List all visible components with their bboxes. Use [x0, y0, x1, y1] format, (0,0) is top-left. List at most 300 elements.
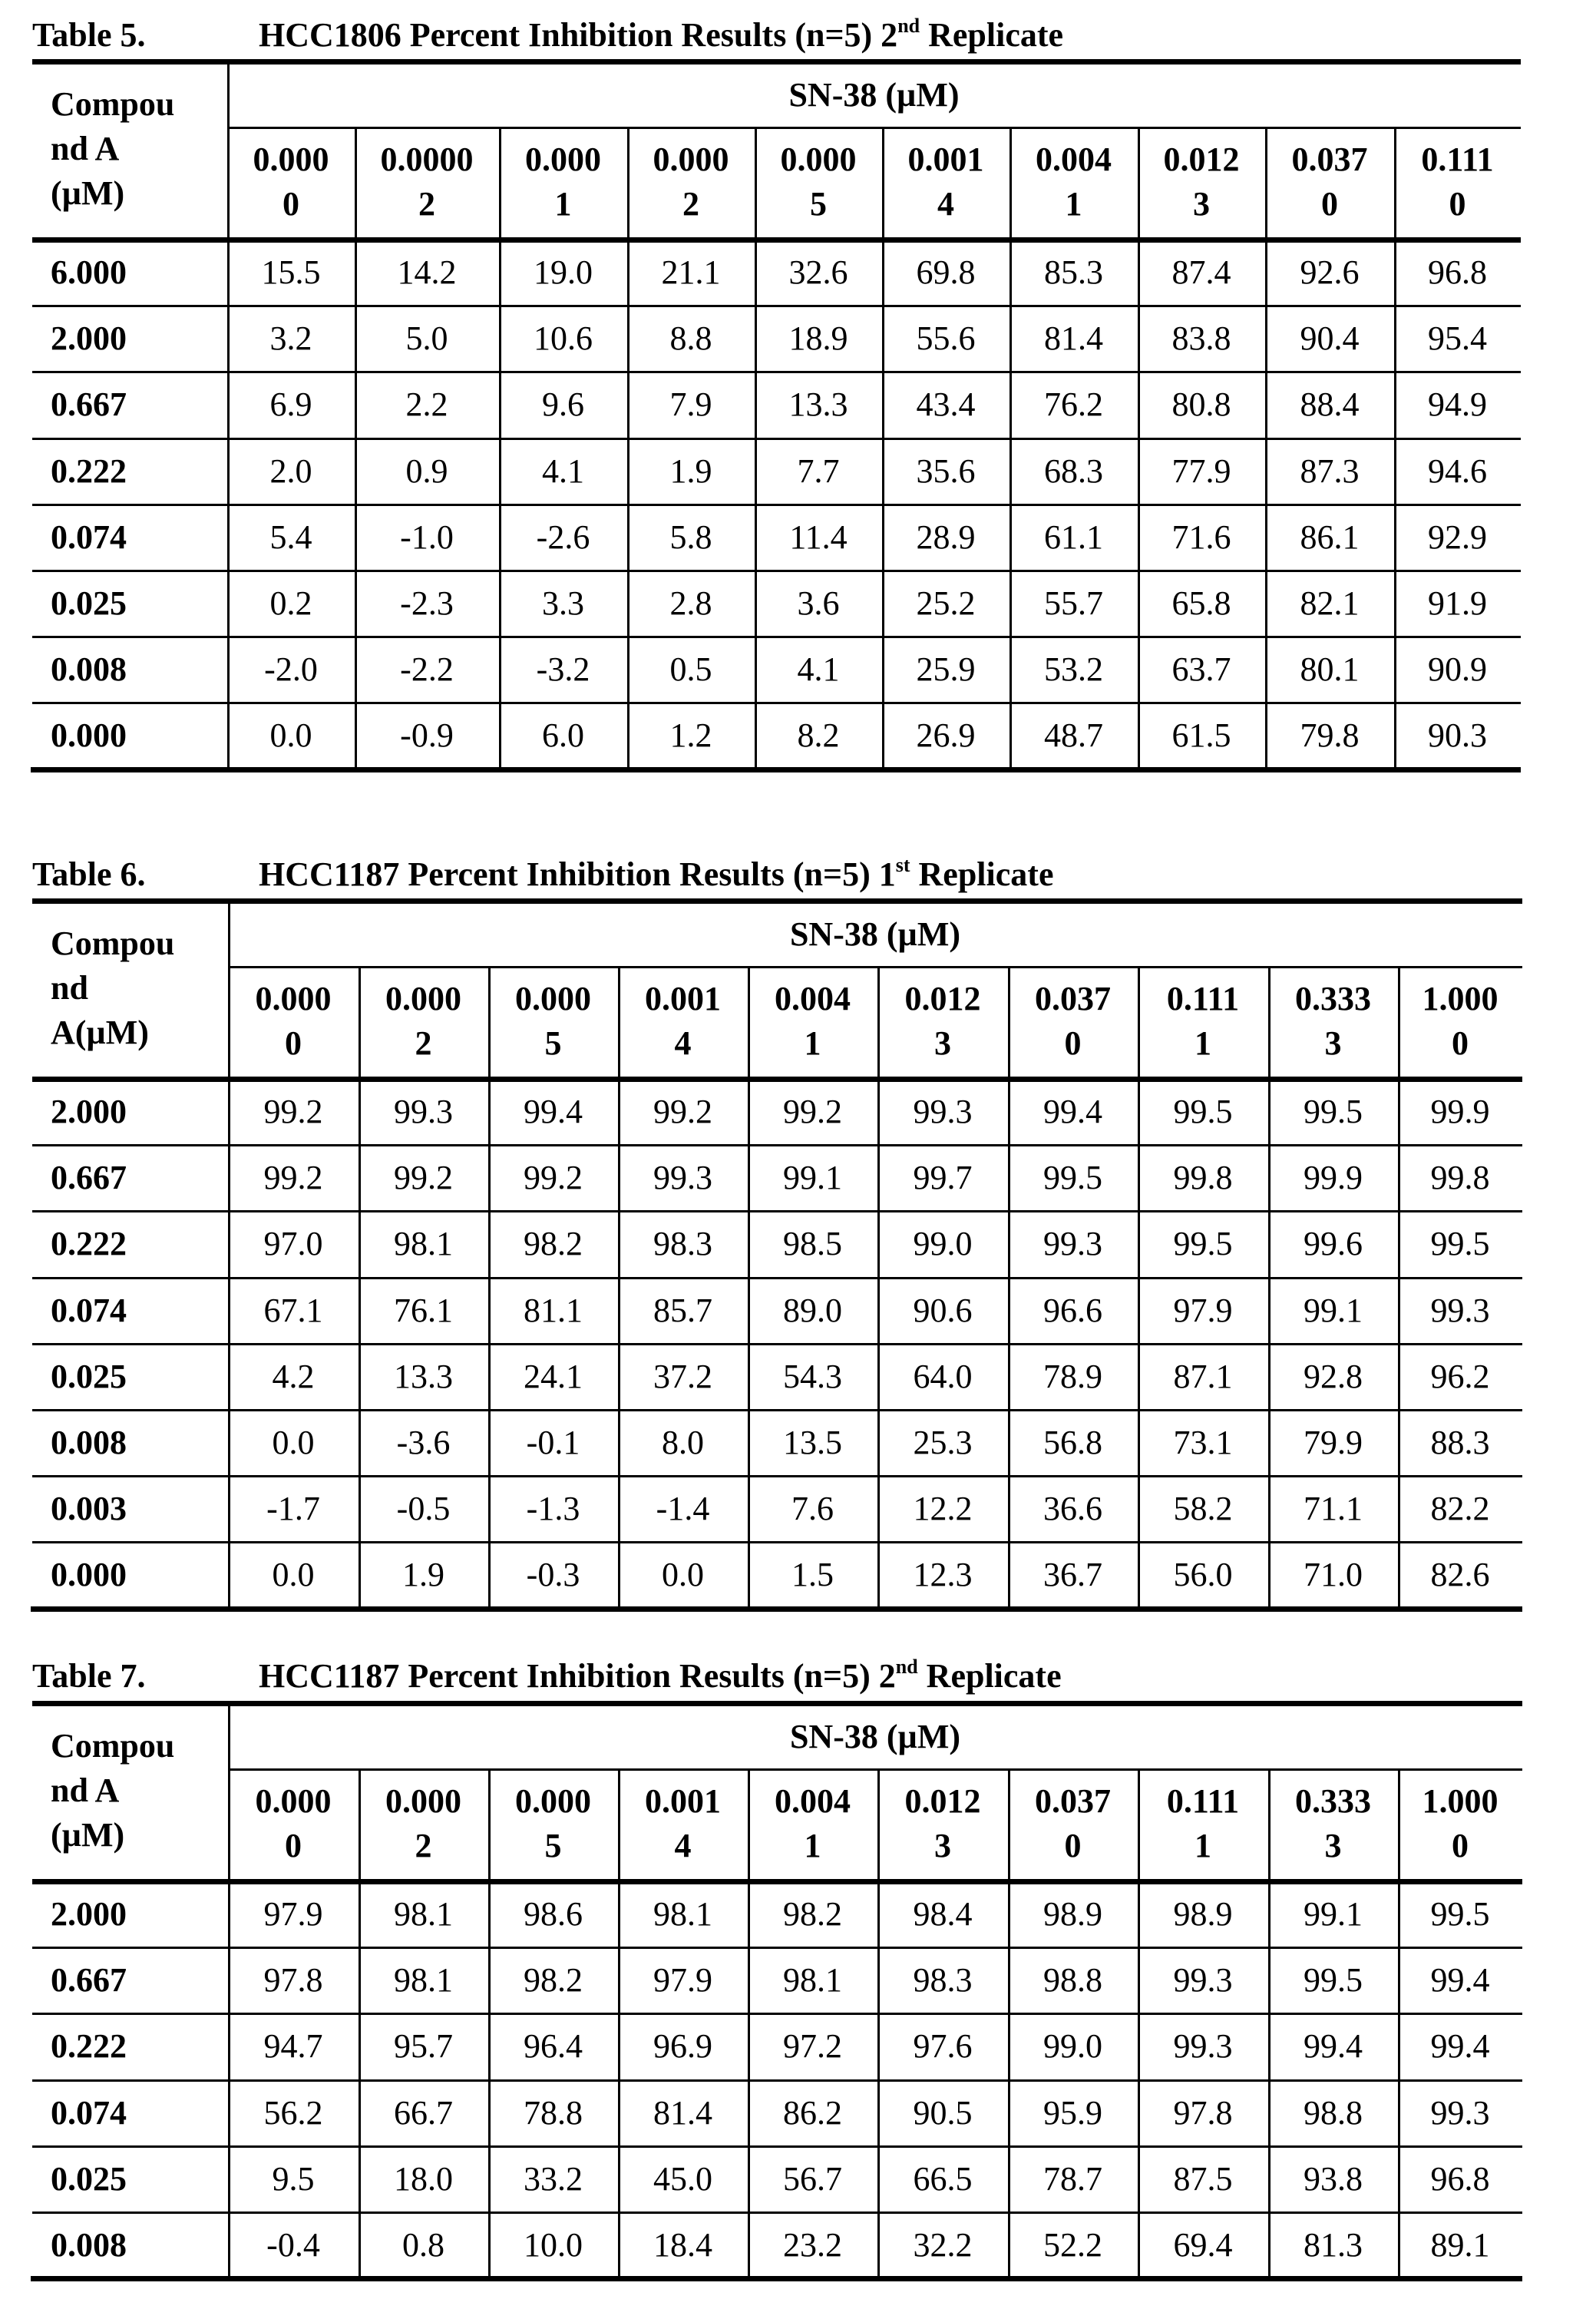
column-header [1138, 137, 1265, 227]
data-cell: 53.2 [1044, 650, 1103, 689]
data-cell: -0.4 [266, 2226, 320, 2264]
row-label: 0.222 [51, 1225, 127, 1263]
data-cell: 0.0 [272, 1424, 315, 1461]
row-label: 0.025 [51, 2159, 127, 2198]
data-cell: 76.1 [394, 1291, 453, 1329]
data-cell: 15.5 [261, 253, 321, 291]
data-cell: 35.6 [916, 452, 976, 490]
row-header-label [51, 921, 235, 1055]
column-header-line: 0.111 [1421, 141, 1494, 178]
column-header [359, 977, 488, 1066]
data-cell: 36.6 [1043, 1490, 1102, 1528]
row-label: 2.000 [51, 319, 127, 358]
data-cell: 28.9 [916, 518, 976, 556]
row-label: 0.008 [51, 650, 127, 689]
data-cell: 18.9 [788, 319, 848, 358]
data-cell: 98.1 [394, 1895, 453, 1933]
data-cell: 2.2 [405, 385, 448, 424]
data-cell: 14.2 [397, 253, 457, 291]
data-cell: 98.3 [653, 1225, 712, 1263]
column-header [359, 1779, 488, 1868]
data-cell: 83.8 [1171, 319, 1231, 358]
data-cell: 98.2 [524, 1225, 583, 1263]
row-header-line: nd A [51, 1772, 120, 1809]
column-header-line: 2 [682, 185, 699, 223]
data-cell: 87.3 [1300, 452, 1360, 490]
column-header-line: 2 [418, 185, 435, 223]
data-cell: 2.8 [669, 584, 712, 622]
data-cell: 97.0 [263, 1225, 323, 1263]
data-cell: 78.8 [524, 2093, 583, 2132]
data-cell: 5.4 [269, 518, 312, 556]
column-header-line: 1 [1195, 1024, 1211, 1062]
data-cell: 81.1 [524, 1291, 583, 1329]
data-cell: 81.4 [653, 2093, 712, 2132]
column-header-line: 1 [1065, 185, 1082, 223]
data-cell: -0.9 [400, 716, 454, 755]
data-cell: 96.2 [1430, 1357, 1490, 1395]
data-cell: 87.4 [1171, 253, 1231, 291]
data-cell: 18.0 [394, 2159, 453, 2198]
data-cell: 8.8 [669, 319, 712, 358]
column-header-line: 0.000 [255, 1782, 332, 1820]
table-title-superscript: nd [895, 1656, 918, 1678]
data-cell: 0.8 [402, 2226, 444, 2264]
data-cell: 98.1 [783, 1961, 842, 2000]
data-cell: 99.3 [653, 1159, 712, 1197]
table-title-tail: Replicate [910, 855, 1054, 893]
data-cell: 6.0 [542, 716, 584, 755]
column-header-line: 0 [1452, 1024, 1469, 1062]
data-cell: 0.0 [269, 716, 312, 755]
row-label: 0.222 [51, 452, 127, 490]
data-cell: 48.7 [1044, 716, 1103, 755]
data-cell: 80.8 [1171, 385, 1231, 424]
data-cell: 0.0 [662, 1556, 704, 1594]
data-cell: -1.7 [266, 1490, 320, 1528]
row-label: 0.000 [51, 716, 127, 755]
column-header-line: 3 [1193, 185, 1210, 223]
data-cell: 95.4 [1428, 319, 1487, 358]
data-cell: -2.2 [400, 650, 454, 689]
data-cell: 85.3 [1044, 253, 1103, 291]
data-cell: 81.3 [1304, 2226, 1363, 2264]
row-header-line: (µM) [51, 174, 125, 212]
data-cell: 96.4 [524, 2027, 583, 2066]
column-header-line: 0.000 [515, 1782, 591, 1820]
column-header [748, 977, 877, 1066]
data-cell: 73.1 [1173, 1424, 1233, 1461]
data-cell: 98.6 [524, 1895, 583, 1933]
data-cell: 99.7 [913, 1159, 973, 1197]
row-header-line: (µM) [51, 1816, 125, 1854]
data-cell: 97.9 [1173, 1291, 1233, 1329]
data-cell: 78.9 [1043, 1357, 1102, 1395]
column-header-line: 0.000 [780, 141, 857, 178]
data-cell: 98.8 [1043, 1961, 1102, 2000]
data-cell: 97.8 [263, 1961, 323, 2000]
row-label: 0.000 [51, 1556, 127, 1594]
column-header-line: 0.001 [645, 1782, 721, 1820]
data-cell: 7.7 [797, 452, 840, 490]
data-cell: -1.4 [656, 1490, 710, 1528]
row-header-line: Compou [51, 1727, 175, 1765]
data-cell: 98.3 [913, 1961, 973, 2000]
data-cell: 97.2 [783, 2027, 842, 2066]
data-cell: -3.2 [536, 650, 590, 689]
column-header-line: 0.000 [385, 980, 461, 1017]
data-cell: -1.3 [526, 1490, 580, 1528]
data-cell: 56.8 [1043, 1424, 1102, 1461]
data-cell: 99.9 [1430, 1093, 1490, 1130]
table-title-main: HCC1187 Percent Inhibition Results (n=5) 2 [259, 1657, 896, 1695]
column-header [227, 137, 355, 227]
column-header-line: 0.001 [907, 141, 984, 178]
data-cell: 94.6 [1428, 452, 1487, 490]
data-cell: 55.6 [916, 319, 976, 358]
data-cell: 98.1 [653, 1895, 712, 1933]
column-header-line: 0.000 [253, 141, 329, 178]
data-cell: 45.0 [653, 2159, 712, 2198]
data-cell: 68.3 [1044, 452, 1103, 490]
row-header-label [51, 1724, 235, 1858]
data-cell: 99.3 [1430, 1291, 1490, 1329]
column-header-line: 0.004 [1036, 141, 1112, 178]
column-header-line: 0.000 [255, 980, 332, 1017]
data-cell: 77.9 [1171, 452, 1231, 490]
column-header [1008, 1779, 1138, 1868]
data-cell: 63.7 [1171, 650, 1231, 689]
data-cell: 25.9 [916, 650, 976, 689]
data-cell: 90.4 [1300, 319, 1360, 358]
row-label: 0.222 [51, 2027, 127, 2066]
table-title-superscript: st [895, 854, 910, 876]
column-header-line: 0.004 [775, 1782, 851, 1820]
table-title [259, 14, 1063, 57]
data-cell: 99.2 [263, 1159, 323, 1197]
column-header-line: 0.000 [653, 141, 729, 178]
column-header-line: 2 [415, 1024, 432, 1062]
table-title-main: HCC1187 Percent Inhibition Results (n=5) 1 [259, 855, 896, 893]
data-cell: 10.0 [524, 2226, 583, 2264]
data-cell: 36.7 [1043, 1556, 1102, 1594]
row-label: 2.000 [51, 1895, 127, 1933]
data-cell: 61.5 [1171, 716, 1231, 755]
data-cell: 97.9 [653, 1961, 712, 2000]
data-cell: 6.9 [269, 385, 312, 424]
data-cell: 82.2 [1430, 1490, 1490, 1528]
data-cell: 92.6 [1300, 253, 1360, 291]
data-cell: 85.7 [653, 1291, 712, 1329]
table-number: Table 7. [32, 1657, 146, 1695]
table-caption [32, 14, 1491, 57]
data-cell: 80.1 [1300, 650, 1360, 689]
column-header [1394, 137, 1521, 227]
data-cell: 69.8 [916, 253, 976, 291]
row-label: 0.008 [51, 2226, 127, 2264]
data-cell: 4.2 [272, 1357, 315, 1395]
data-cell: 11.4 [789, 518, 848, 556]
column-group-label: SN-38 (µM) [789, 1718, 961, 1755]
column-header-line: 1 [1195, 1827, 1211, 1864]
data-cell: 99.6 [1304, 1225, 1363, 1263]
data-cell: 18.4 [653, 2226, 712, 2264]
data-cell: 71.6 [1171, 518, 1231, 556]
data-cell: 98.8 [1304, 2093, 1363, 2132]
column-header [1265, 137, 1394, 227]
data-cell: 56.0 [1173, 1556, 1233, 1594]
data-cell: 65.8 [1171, 584, 1231, 622]
row-label: 2.000 [51, 1093, 127, 1130]
data-cell: 99.3 [1043, 1225, 1102, 1263]
data-cell: 98.1 [394, 1225, 453, 1263]
column-header-line: 0.0000 [380, 141, 474, 178]
data-cell: 99.5 [1304, 1093, 1363, 1130]
data-cell: 33.2 [524, 2159, 583, 2198]
data-cell: 56.7 [783, 2159, 842, 2198]
data-cell: 4.1 [797, 650, 840, 689]
column-header-line: 0 [1321, 185, 1338, 223]
data-cell: 82.1 [1300, 584, 1360, 622]
column-header [618, 977, 748, 1066]
data-cell: 93.8 [1304, 2159, 1363, 2198]
column-header-line: 0 [285, 1024, 302, 1062]
data-cell: 99.0 [1043, 2027, 1102, 2066]
data-cell: 81.4 [1044, 319, 1103, 358]
column-header-line: 0 [1452, 1827, 1469, 1864]
row-label: 6.000 [51, 253, 127, 291]
data-cell: 25.2 [916, 584, 976, 622]
data-cell: 99.4 [1304, 2027, 1363, 2066]
column-header-line: 0.000 [385, 1782, 461, 1820]
column-header-line: 2 [415, 1827, 432, 1864]
column-header [1009, 137, 1138, 227]
row-header-line: Compou [51, 925, 175, 962]
data-cell: 0.5 [669, 650, 712, 689]
data-cell: 99.3 [913, 1093, 973, 1130]
data-cell: 71.0 [1304, 1556, 1363, 1594]
data-cell: 19.0 [534, 253, 593, 291]
data-cell: 1.2 [669, 716, 712, 755]
column-header-line: 0 [1064, 1827, 1082, 1864]
data-cell: 79.9 [1304, 1424, 1363, 1461]
data-cell: 9.5 [272, 2159, 315, 2198]
data-cell: -2.6 [536, 518, 590, 556]
data-cell: 32.2 [913, 2226, 973, 2264]
column-header-line: 1 [804, 1827, 821, 1864]
column-header [355, 137, 499, 227]
column-header [877, 977, 1008, 1066]
data-cell: 55.7 [1044, 584, 1103, 622]
column-header-line: 5 [544, 1024, 562, 1062]
column-header-line: 3 [934, 1827, 951, 1864]
data-cell: 99.3 [1173, 1961, 1233, 2000]
column-header-line: 0.004 [775, 980, 851, 1017]
column-header [228, 977, 359, 1066]
column-header-line: 1.000 [1422, 980, 1499, 1017]
column-header-line: 0.012 [904, 1782, 981, 1820]
data-cell: -0.5 [396, 1490, 451, 1528]
data-cell: 13.3 [394, 1357, 453, 1395]
row-label: 0.003 [51, 1490, 127, 1528]
data-cell: 3.6 [797, 584, 840, 622]
column-header-line: 4 [674, 1827, 692, 1864]
column-header [1398, 977, 1522, 1066]
column-header-line: 4 [937, 185, 954, 223]
data-cell: 99.2 [394, 1159, 453, 1197]
column-header-line: 3 [1324, 1024, 1342, 1062]
data-cell: 99.3 [1173, 2027, 1233, 2066]
data-cell: 13.3 [788, 385, 848, 424]
column-header [627, 137, 755, 227]
data-cell: 76.2 [1044, 385, 1103, 424]
data-cell: -0.3 [526, 1556, 580, 1594]
data-cell: 7.6 [791, 1490, 834, 1528]
column-header-line: 0.333 [1295, 980, 1371, 1017]
data-cell: 87.5 [1173, 2159, 1233, 2198]
data-cell: 99.5 [1043, 1159, 1102, 1197]
data-cell: 32.6 [788, 253, 848, 291]
column-header [882, 137, 1009, 227]
data-cell: 99.3 [1430, 2093, 1490, 2132]
data-cell: -1.0 [400, 518, 454, 556]
data-cell: 3.3 [542, 584, 584, 622]
data-cell: 90.5 [913, 2093, 973, 2132]
data-cell: 95.9 [1043, 2093, 1102, 2132]
row-label: 0.074 [51, 1291, 127, 1329]
column-group-label: SN-38 (µM) [788, 76, 960, 114]
column-header-line: 0.000 [515, 980, 591, 1017]
data-cell: 26.9 [916, 716, 976, 755]
column-header [488, 977, 618, 1066]
column-header-line: 0.012 [904, 980, 981, 1017]
data-cell: 98.4 [913, 1895, 973, 1933]
column-header [1008, 977, 1138, 1066]
data-cell: 52.2 [1043, 2226, 1102, 2264]
data-cell: 10.6 [534, 319, 593, 358]
data-cell: 8.2 [797, 716, 840, 755]
data-cell: 9.6 [542, 385, 584, 424]
column-header [1268, 977, 1398, 1066]
data-cell: 82.6 [1430, 1556, 1490, 1594]
data-cell: 96.9 [653, 2027, 712, 2066]
data-cell: 99.4 [1430, 1961, 1490, 2000]
data-cell: 12.3 [913, 1556, 973, 1594]
column-header-line: 3 [1324, 1827, 1342, 1864]
data-cell: 90.9 [1428, 650, 1487, 689]
table-number: Table 6. [32, 855, 146, 893]
row-header-label [51, 82, 235, 216]
row-header-line: nd A [51, 130, 120, 167]
row-header-line: Compou [51, 85, 175, 123]
data-cell: 99.5 [1304, 1961, 1363, 2000]
data-cell: 97.6 [913, 2027, 973, 2066]
column-header-line: 0.001 [645, 980, 721, 1017]
column-header [499, 137, 627, 227]
column-header-line: 1 [804, 1024, 821, 1062]
data-cell: 71.1 [1304, 1490, 1363, 1528]
column-header [877, 1779, 1008, 1868]
data-cell: 99.5 [1430, 1225, 1490, 1263]
data-cell: 37.2 [653, 1357, 712, 1395]
data-cell: 0.2 [269, 584, 312, 622]
data-cell: 99.1 [783, 1159, 842, 1197]
data-cell: 99.4 [1043, 1093, 1102, 1130]
row-header-line: A(µM) [51, 1014, 149, 1051]
data-cell: 88.3 [1430, 1424, 1490, 1461]
data-cell: 23.2 [783, 2226, 842, 2264]
data-cell: 89.0 [783, 1291, 842, 1329]
data-cell: 99.4 [1430, 2027, 1490, 2066]
data-cell: 1.9 [402, 1556, 444, 1594]
data-cell: 95.7 [394, 2027, 453, 2066]
data-cell: 98.1 [394, 1961, 453, 2000]
column-header [1268, 1779, 1398, 1868]
column-header-line: 0 [1449, 185, 1466, 223]
row-label: 0.667 [51, 1159, 127, 1197]
table-caption [32, 853, 1491, 896]
data-cell: -2.0 [264, 650, 318, 689]
data-cell: 43.4 [916, 385, 976, 424]
data-cell: 97.9 [263, 1895, 323, 1933]
data-cell: 78.7 [1043, 2159, 1102, 2198]
data-cell: 4.1 [542, 452, 584, 490]
data-cell: 99.8 [1173, 1159, 1233, 1197]
table-title-tail: Replicate [917, 1657, 1062, 1695]
row-label: 0.074 [51, 2093, 127, 2132]
column-header-line: 0 [285, 1827, 302, 1864]
table-title [259, 1655, 1062, 1698]
data-cell: 21.1 [661, 253, 721, 291]
data-cell: 99.1 [1304, 1895, 1363, 1933]
data-cell: 98.9 [1043, 1895, 1102, 1933]
data-cell: 90.6 [913, 1291, 973, 1329]
column-header [1398, 1779, 1522, 1868]
column-header [228, 1779, 359, 1868]
column-header-line: 0.111 [1166, 1782, 1240, 1820]
data-cell: 99.5 [1173, 1093, 1233, 1130]
data-cell: 67.1 [263, 1291, 323, 1329]
column-header-line: 0.012 [1163, 141, 1240, 178]
column-header-line: 5 [810, 185, 827, 223]
data-cell: 1.5 [791, 1556, 834, 1594]
data-cell: 61.1 [1044, 518, 1103, 556]
data-cell: 89.1 [1430, 2226, 1490, 2264]
data-cell: 0.9 [405, 452, 448, 490]
data-cell: 5.8 [669, 518, 712, 556]
data-cell: 25.3 [913, 1424, 973, 1461]
data-cell: 88.4 [1300, 385, 1360, 424]
column-header [618, 1779, 748, 1868]
data-cell: 98.5 [783, 1225, 842, 1263]
row-label: 0.025 [51, 1357, 127, 1395]
column-header-line: 0 [1064, 1024, 1082, 1062]
data-cell: 8.0 [662, 1424, 704, 1461]
data-cell: 98.9 [1173, 1895, 1233, 1933]
data-cell: 87.1 [1173, 1357, 1233, 1395]
row-label: 0.025 [51, 584, 127, 622]
data-cell: 97.8 [1173, 2093, 1233, 2132]
column-header-line: 0.037 [1035, 1782, 1111, 1820]
row-label: 0.667 [51, 1961, 127, 2000]
data-cell: 99.0 [913, 1225, 973, 1263]
data-cell: -0.1 [526, 1424, 580, 1461]
row-label: 0.074 [51, 518, 127, 556]
data-cell: -2.3 [400, 584, 454, 622]
data-cell: 99.2 [653, 1093, 712, 1130]
data-cell: 69.4 [1173, 2226, 1233, 2264]
data-cell: 99.1 [1304, 1291, 1363, 1329]
